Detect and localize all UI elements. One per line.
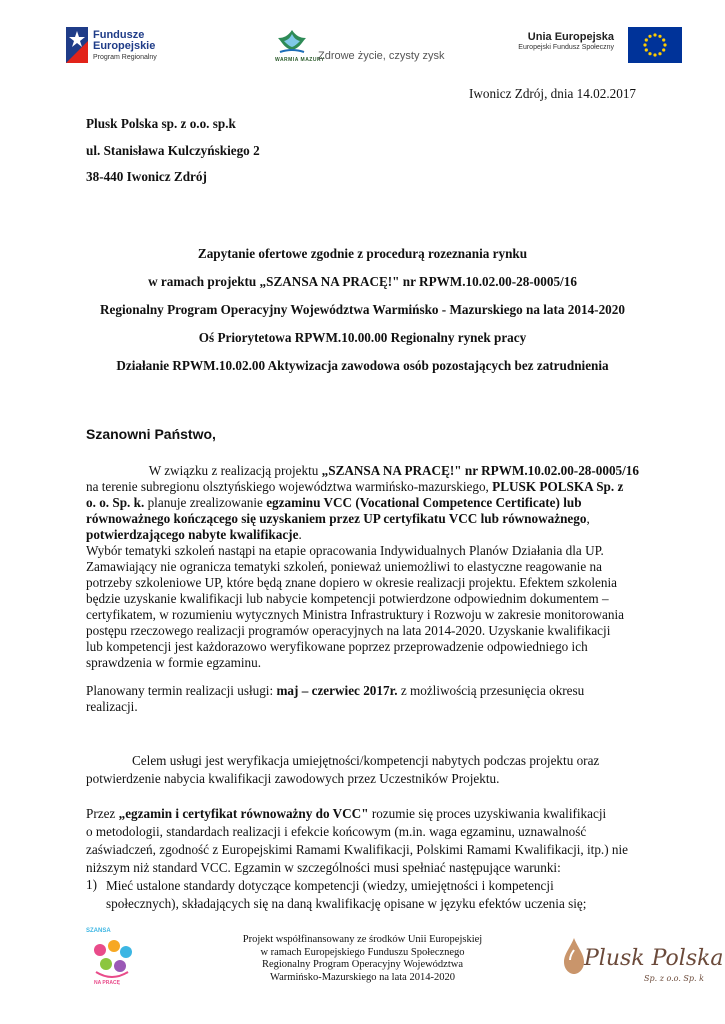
greeting: Szanowni Państwo, bbox=[86, 426, 216, 442]
title-line-4: Oś Priorytetowa RPWM.10.00.00 Regionalny rynek pracy bbox=[198, 330, 527, 345]
para1-line: na terenie subregionu olsztyńskiego województwa warmińsko-mazurskiego, PLUSK POLSKA Sp. z bbox=[86, 479, 624, 494]
paragraph-purpose bbox=[86, 752, 639, 788]
para3-line: Celem usługi jest weryfikacja umiejętności/kompetencji nabytych podczas projektu oraz bbox=[132, 753, 600, 768]
para2-line: realizacji. bbox=[86, 699, 138, 714]
para4-line: Przez „egzamin i certyfikat równoważny do VCC" rozumie się proces uzyskiwania kwalifikacji bbox=[86, 806, 607, 821]
para1-line: potrzeby szkoleniowe UP, które będą znane dopiero w okresie realizacji projektu. Efektem szkolenia bbox=[86, 575, 617, 590]
footer-line: Warmińsko-Mazurskiego na lata 2014-2020 bbox=[270, 971, 455, 983]
fe-logo-line2: Europejskie bbox=[93, 40, 156, 52]
para1-line: Wybór tematyki szkoleń nastąpi na etapie opracowania Indywidualnych Planów Działania dla UP. bbox=[86, 543, 604, 558]
fe-star-flag-icon bbox=[66, 27, 88, 63]
para1-line: postępu rzeczowego realizacji programów operacyjnych na lata 2014-2020. Uzyskanie kwalifikacji bbox=[86, 623, 611, 638]
date-line: Iwonicz Zdrój, dnia 14.02.2017 bbox=[469, 86, 637, 101]
warmia-mazury-label: WARMIA MAZURY bbox=[275, 57, 325, 63]
para1-line: o. o. Sp. k. planuje zrealizowanie egzaminu VCC (Vocational Competence Certificate) lub bbox=[86, 495, 582, 510]
title-line-1: Zapytanie ofertowe zgodnie z procedurą rozeznania rynku bbox=[197, 246, 528, 261]
title-line-3: Regionalny Program Operacyjny Województwa Warmińsko - Mazurskiego na lata 2014-2020 bbox=[100, 302, 625, 317]
addressee-street: ul. Stanisława Kulczyńskiego 2 bbox=[86, 143, 260, 158]
warmia-mazury-slogan: Zdrowe życie, czysty zysk bbox=[318, 50, 445, 62]
szansa-na-prace-logo bbox=[82, 928, 142, 988]
para1-line: lub kompetencji jest każdorazowo weryfikowane poprzez przeprowadzenie odpowiedniego ich bbox=[86, 639, 588, 654]
addressee-city: 38-440 Iwonicz Zdrój bbox=[86, 169, 207, 184]
plusk-polska-logo bbox=[562, 930, 724, 990]
warmia-mazury-logo bbox=[272, 26, 462, 68]
paragraph-schedule bbox=[86, 682, 639, 714]
para1-line: równoważnego kończącego się uzyskaniem przez UP certyfikatu VCC lub równoważnego, bbox=[86, 511, 590, 526]
unia-europejska-logo bbox=[510, 27, 682, 63]
szansa-figures-icon bbox=[82, 928, 142, 988]
fundusze-europejskie-logo bbox=[66, 27, 176, 67]
list-item-line: społecznych), składających się na daną kwalifikację opisane w języku efektów uczenia się; bbox=[106, 896, 587, 911]
plusk-logo-name: Plusk Polska bbox=[584, 946, 724, 971]
para4-line: o metodologii, standardach realizacji i efekcie końcowym (m.in. waga egzaminu, uznawalność bbox=[86, 824, 587, 839]
title-line-5: Działanie RPWM.10.02.00 Aktywizacja zawodowa osób pozostających bez zatrudnienia bbox=[116, 358, 609, 373]
footer-cofinancing-note bbox=[200, 934, 525, 984]
water-drop-icon bbox=[562, 936, 586, 976]
para1-line: sprawdzenia w formie egzaminu. bbox=[86, 655, 262, 670]
plusk-logo-sub: Sp. z o.o. Sp. k bbox=[644, 974, 704, 983]
para1-line: certyfikatem, w rozumieniu wytycznych Ministra Infrastruktury i Rozwoju w zakresie monitorowania bbox=[86, 607, 624, 622]
paragraph-intro bbox=[86, 463, 639, 671]
paragraph-definition bbox=[86, 805, 639, 877]
footer-line: w ramach Europejskiego Funduszu Społecznego bbox=[260, 946, 465, 958]
addressee-company: Plusk Polska sp. z o.o. sp.k bbox=[86, 116, 236, 131]
list-item-line: Mieć ustalone standardy dotyczące kompetencji (wiedzy, umiejętności i kompetencji bbox=[106, 878, 554, 893]
para1-line: W związku z realizacją projektu „SZANSA NA PRACĘ!" nr RPWM.10.02.00-28-0005/16 bbox=[148, 463, 639, 478]
para1-line: potwierdzającego nabyte kwalifikacje. bbox=[86, 527, 302, 542]
para4-line: zaświadczeń, zgodność z Europejskimi Ramami Kwalifikacji, Polskimi Ramami Kwalifikacji, itp.) nie bbox=[86, 842, 629, 857]
eu-logo-line1: Unia Europejska bbox=[527, 31, 614, 43]
list-item bbox=[86, 877, 639, 913]
szansa-logo-top: SZANSA bbox=[86, 928, 111, 934]
list-item-number: 1) bbox=[86, 877, 97, 892]
fe-logo-line3: Program Regionalny bbox=[93, 54, 157, 61]
footer-line: Regionalny Program Operacyjny Województwa bbox=[261, 959, 464, 970]
fe-logo-line1: Fundusze bbox=[93, 29, 145, 41]
szansa-logo-bottom: NA PRACĘ bbox=[94, 980, 120, 986]
para1-line: będzie uzyskanie kwalifikacji lub nabycie kompetencji potwierdzone odpowiednim dokumentem – bbox=[86, 591, 609, 606]
para1-line: Zamawiający nie ogranicza tematyki szkoleń, ponieważ uniemożliwi to elastyczne reagowanie na bbox=[86, 559, 602, 574]
para3-line: potwierdzenie nabycia kwalifikacji zawodowych przez Uczestników Projektu. bbox=[86, 771, 500, 786]
title-line-2: w ramach projektu „SZANSA NA PRACĘ!" nr RPWM.10.02.00-28-0005/16 bbox=[148, 274, 577, 289]
eu-logo-line2: Europejski Fundusz Społeczny bbox=[518, 44, 614, 51]
para4-line: niższym niż standard VCC. Egzamin w szczególności musi spełniać następujące warunki: bbox=[86, 860, 561, 875]
eu-flag-icon bbox=[628, 27, 682, 63]
footer-line: Projekt współfinansowany ze środków Unii Europejskiej bbox=[242, 934, 483, 945]
para2-line: Planowany termin realizacji usługi: maj – czerwiec 2017r. z możliwością przesunięcia okresu bbox=[86, 683, 585, 698]
